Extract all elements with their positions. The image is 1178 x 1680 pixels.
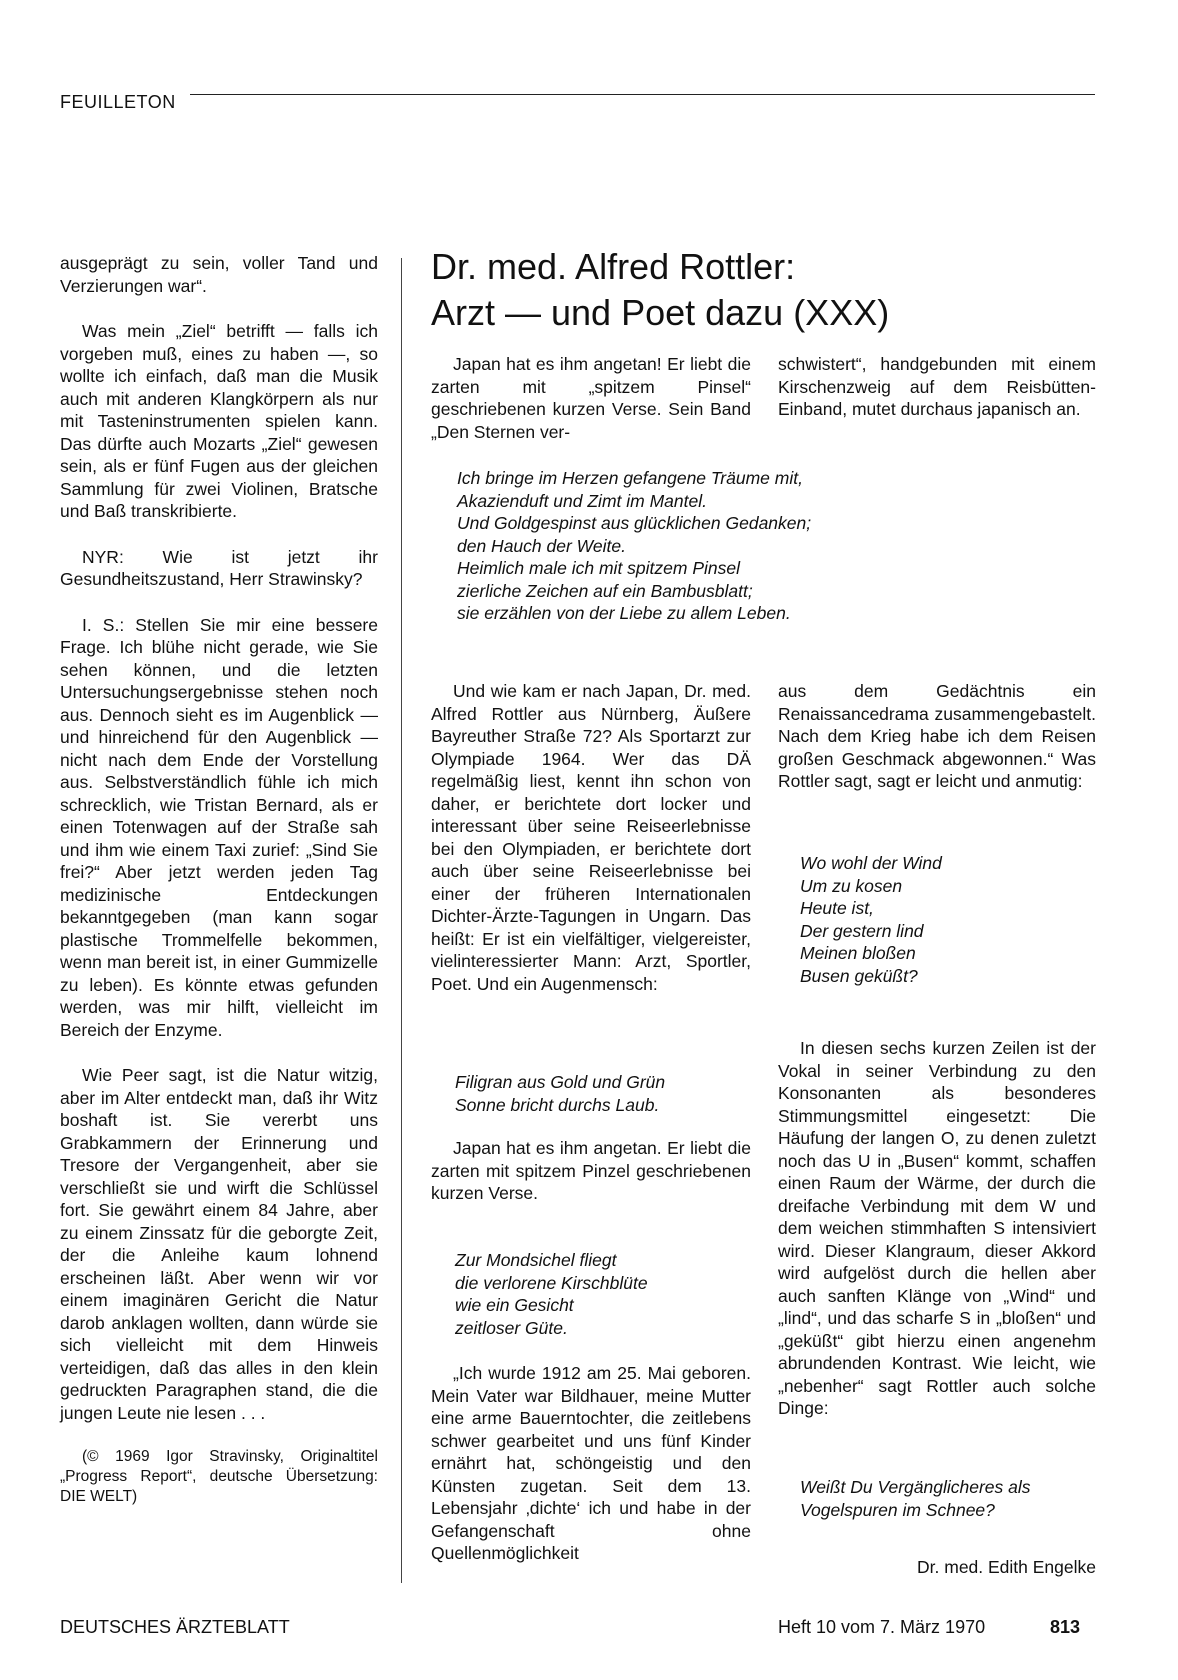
paragraph: NYR: Wie ist jetzt ihr Gesundheitszustand, Herr Strawinsky? (60, 546, 378, 589)
poem-line: Wo wohl der Wind (800, 853, 942, 873)
headline-line-2: Arzt — und Poet dazu (XXX) (431, 292, 890, 333)
poem-line: wie ein Gesicht (455, 1295, 574, 1315)
poem-line: Akazienduft und Zimt im Mantel. (457, 490, 707, 511)
article-headline (431, 244, 1091, 336)
poem-line: den Hauch der Weite. (457, 535, 626, 556)
footer-publication: DEUTSCHES ÄRZTEBLATT (60, 1617, 290, 1637)
right-column (778, 680, 1096, 793)
middle-column-3 (431, 1362, 751, 1565)
column-divider (401, 258, 402, 1583)
poem-line: Um zu kosen (800, 875, 903, 896)
middle-column (431, 680, 751, 995)
poem-line: Meinen bloßen (800, 943, 916, 963)
poem-vogelspuren (800, 1476, 1031, 1521)
paragraph: aus dem Gedächtnis ein Renaissancedrama zusammengebastelt. Nach dem Krieg habe ich dem Reisen großen Geschmack abgewonnen.“ Was Rottler sagt, sagt er leicht und anmutig: (778, 681, 1096, 791)
section-label: FEUILLETON (60, 92, 176, 112)
headline-line-1: Dr. med. Alfred Rottler: (431, 246, 796, 287)
footer-issue: Heft 10 vom 7. März 1970 (778, 1617, 986, 1637)
page-number: 813 (1050, 1617, 1081, 1637)
intro-right (778, 353, 1096, 421)
paragraph: Japan hat es ihm angetan. Er liebt die zarten mit spitzem Pinzel geschriebenen kurzen Verse. (431, 1138, 751, 1203)
left-column (60, 252, 378, 1507)
author-byline: Dr. med. Edith Engelke (917, 1557, 1096, 1577)
right-column-2 (778, 1037, 1096, 1420)
poem-line: Sonne bricht durchs Laub. (455, 1094, 660, 1115)
poem-mondsichel (455, 1249, 648, 1339)
poem-line: Heute ist, (800, 898, 874, 918)
paragraph: Und wie kam er nach Japan, Dr. med. Alfred Rottler aus Nürnberg, Äußere Bayreuther Straße 72? Als Sportarzt zur Olympiade 1964. Wer das DÄ regelmäßig liest, kennt ihn schon von daher, er berichtete dort locker und interessant über seine Reiseerlebnisse bei den Olympiaden, er berichtete dort auch über seine Reiseerlebnisse bei einer der früheren Internationalen Dichter-Ärzte-Tagungen in Ungarn. Das heißt: Er ist ein vielfältiger, vielgereister, vielinteressierter Mann: Arzt, Sportler, Poet. Und ein Augenmensch: (431, 681, 751, 994)
copyright-note: (© 1969 Igor Stravinsky, Originaltitel „Progress Report“, deutsche Übersetzung: DIE WELT) (60, 1448, 378, 1505)
poem-main (457, 467, 1077, 625)
poem-line: Busen geküßt? (800, 965, 918, 986)
paragraph: Was mein „Ziel“ betrifft — falls ich vorgeben muß, eines zu haben —, so wollte ich einfach, daß man die Musik auch mit anderen Klangkörpern als nur mit Tasteninstrumenten spielen kann. Das dürfte auch Mozarts „Ziel“ gewesen sein, als er fünf Fugen aus der gleichen Sammlung für zwei Violinen, Bratsche und Baß transkribierte. (60, 321, 378, 521)
paragraph: In diesen sechs kurzen Zeilen ist der Vokal in seiner Verbindung zu den Konsonanten als besonderes Stimmungsmittel eingesetzt: Die Häufung der langen O, zu denen zuletzt noch das U in „Busen“ kommt, schaffen einen Raum der Wärme, der durch die dreifache Verbindung mit dem W und dem weichen stimmhaften S intensiviert wird. Dieser Klangraum, dieser Akkord wird aufgelöst durch die hellen aber auch sanften Klänge von „Wind“ und „lind“, und das scharfe S in „bloßen“ und „geküßt“ gibt hierzu einen angenehm abrundenden Kontrast. Wie leicht, wie „nebenher“ sagt Rottler auch solche Dinge: (778, 1038, 1096, 1418)
middle-column-2 (431, 1137, 751, 1205)
poem-line: Ich bringe im Herzen gefangene Träume mit, (457, 468, 803, 488)
paragraph: Japan hat es ihm angetan! Er liebt die zarten mit „spitzem Pinsel“ geschriebenen kurzen Verse. Sein Band „Den Sternen ver- (431, 354, 751, 442)
poem-line: Und Goldgespinst aus glücklichen Gedanken; (457, 513, 812, 533)
poem-line: zierliche Zeichen auf ein Bambusblatt; (457, 580, 753, 601)
paragraph: schwistert“, handgebunden mit einem Kirschenzweig auf dem Reisbütten-Einband, mutet durchaus japanisch an. (778, 354, 1096, 419)
poem-line: Vogelspuren im Schnee? (800, 1499, 995, 1520)
poem-line: Zur Mondsichel fliegt (455, 1250, 617, 1270)
poem-filigran (455, 1071, 665, 1116)
paragraph: „Ich wurde 1912 am 25. Mai geboren. Mein Vater war Bildhauer, meine Mutter eine arme Bauerntochter, die zeitlebens schwer gearbeitet und uns fünf Kinder ernährt hat, schöngeistig und den Künsten zugetan. Seit dem 13. Lebensjahr ‚dichte‘ ich und habe in der Gefangenschaft ohne Quellenmöglichkeit (431, 1363, 751, 1563)
poem-line: zeitloser Güte. (455, 1317, 568, 1338)
intro-left (431, 353, 751, 443)
header-rule (190, 94, 1095, 95)
paragraph: ausgeprägt zu sein, voller Tand und Verzierungen war“. (60, 253, 378, 296)
poem-line: Der gestern lind (800, 920, 924, 941)
paragraph: Wie Peer sagt, ist die Natur witzig, aber im Alter entdeckt man, daß ihr Witz boshaft ist. Sie vererbt uns Grabkammern der Erinnerung und Tresore der Vergangenheit, aber sie verschließt sie und wirft die Schlüssel fort. Sie gewährt einem 84 Jahre, aber zu einem Zinssatz für die geborgte Zeit, der die Anleihe kaum lohnend erscheinen läßt. Aber wenn wir vor einem imaginären Gericht die Natur darob anklagen wollten, dann würde sie sich vielleicht mit dem Hinweis verteidigen, daß das alles in den klein gedruckten Paragraphen stand, die die jungen Leute nie lesen . . . (60, 1065, 378, 1423)
poem-line: sie erzählen von der Liebe zu allem Leben. (457, 603, 791, 623)
poem-line: Filigran aus Gold und Grün (455, 1072, 666, 1092)
poem-line: Heimlich male ich mit spitzem Pinsel (457, 558, 740, 578)
poem-line: Weißt Du Vergänglicheres als (800, 1477, 1031, 1497)
poem-line: die verlorene Kirschblüte (455, 1272, 648, 1293)
paragraph: I. S.: Stellen Sie mir eine bessere Frage. Ich blühe nicht gerade, wie Sie sehen können, und die letzten Untersuchungsergebnisse stehen noch aus. Dennoch sieht es im Augenblick — und hinreichend für den Augenblick — nicht nach dem Ende der Vorstellung aus. Selbstverständlich fühle ich mich schrecklich, wie Tristan Bernard, als er einen Totenwagen auf der Straße sah und ihm wie einem Taxi zurief: „Sind Sie frei?“ Aber jetzt werden jeden Tag medizinische Entdeckungen bekanntgegeben (man kann sogar plastische Trommelfelle bekommen, wenn man bereit ist, in einer Gummizelle zu leben). Es könnte etwas gefunden werden, was mir hilft, vielleicht im Bereich der Enzyme. (60, 614, 378, 1040)
poem-wind (800, 852, 942, 987)
